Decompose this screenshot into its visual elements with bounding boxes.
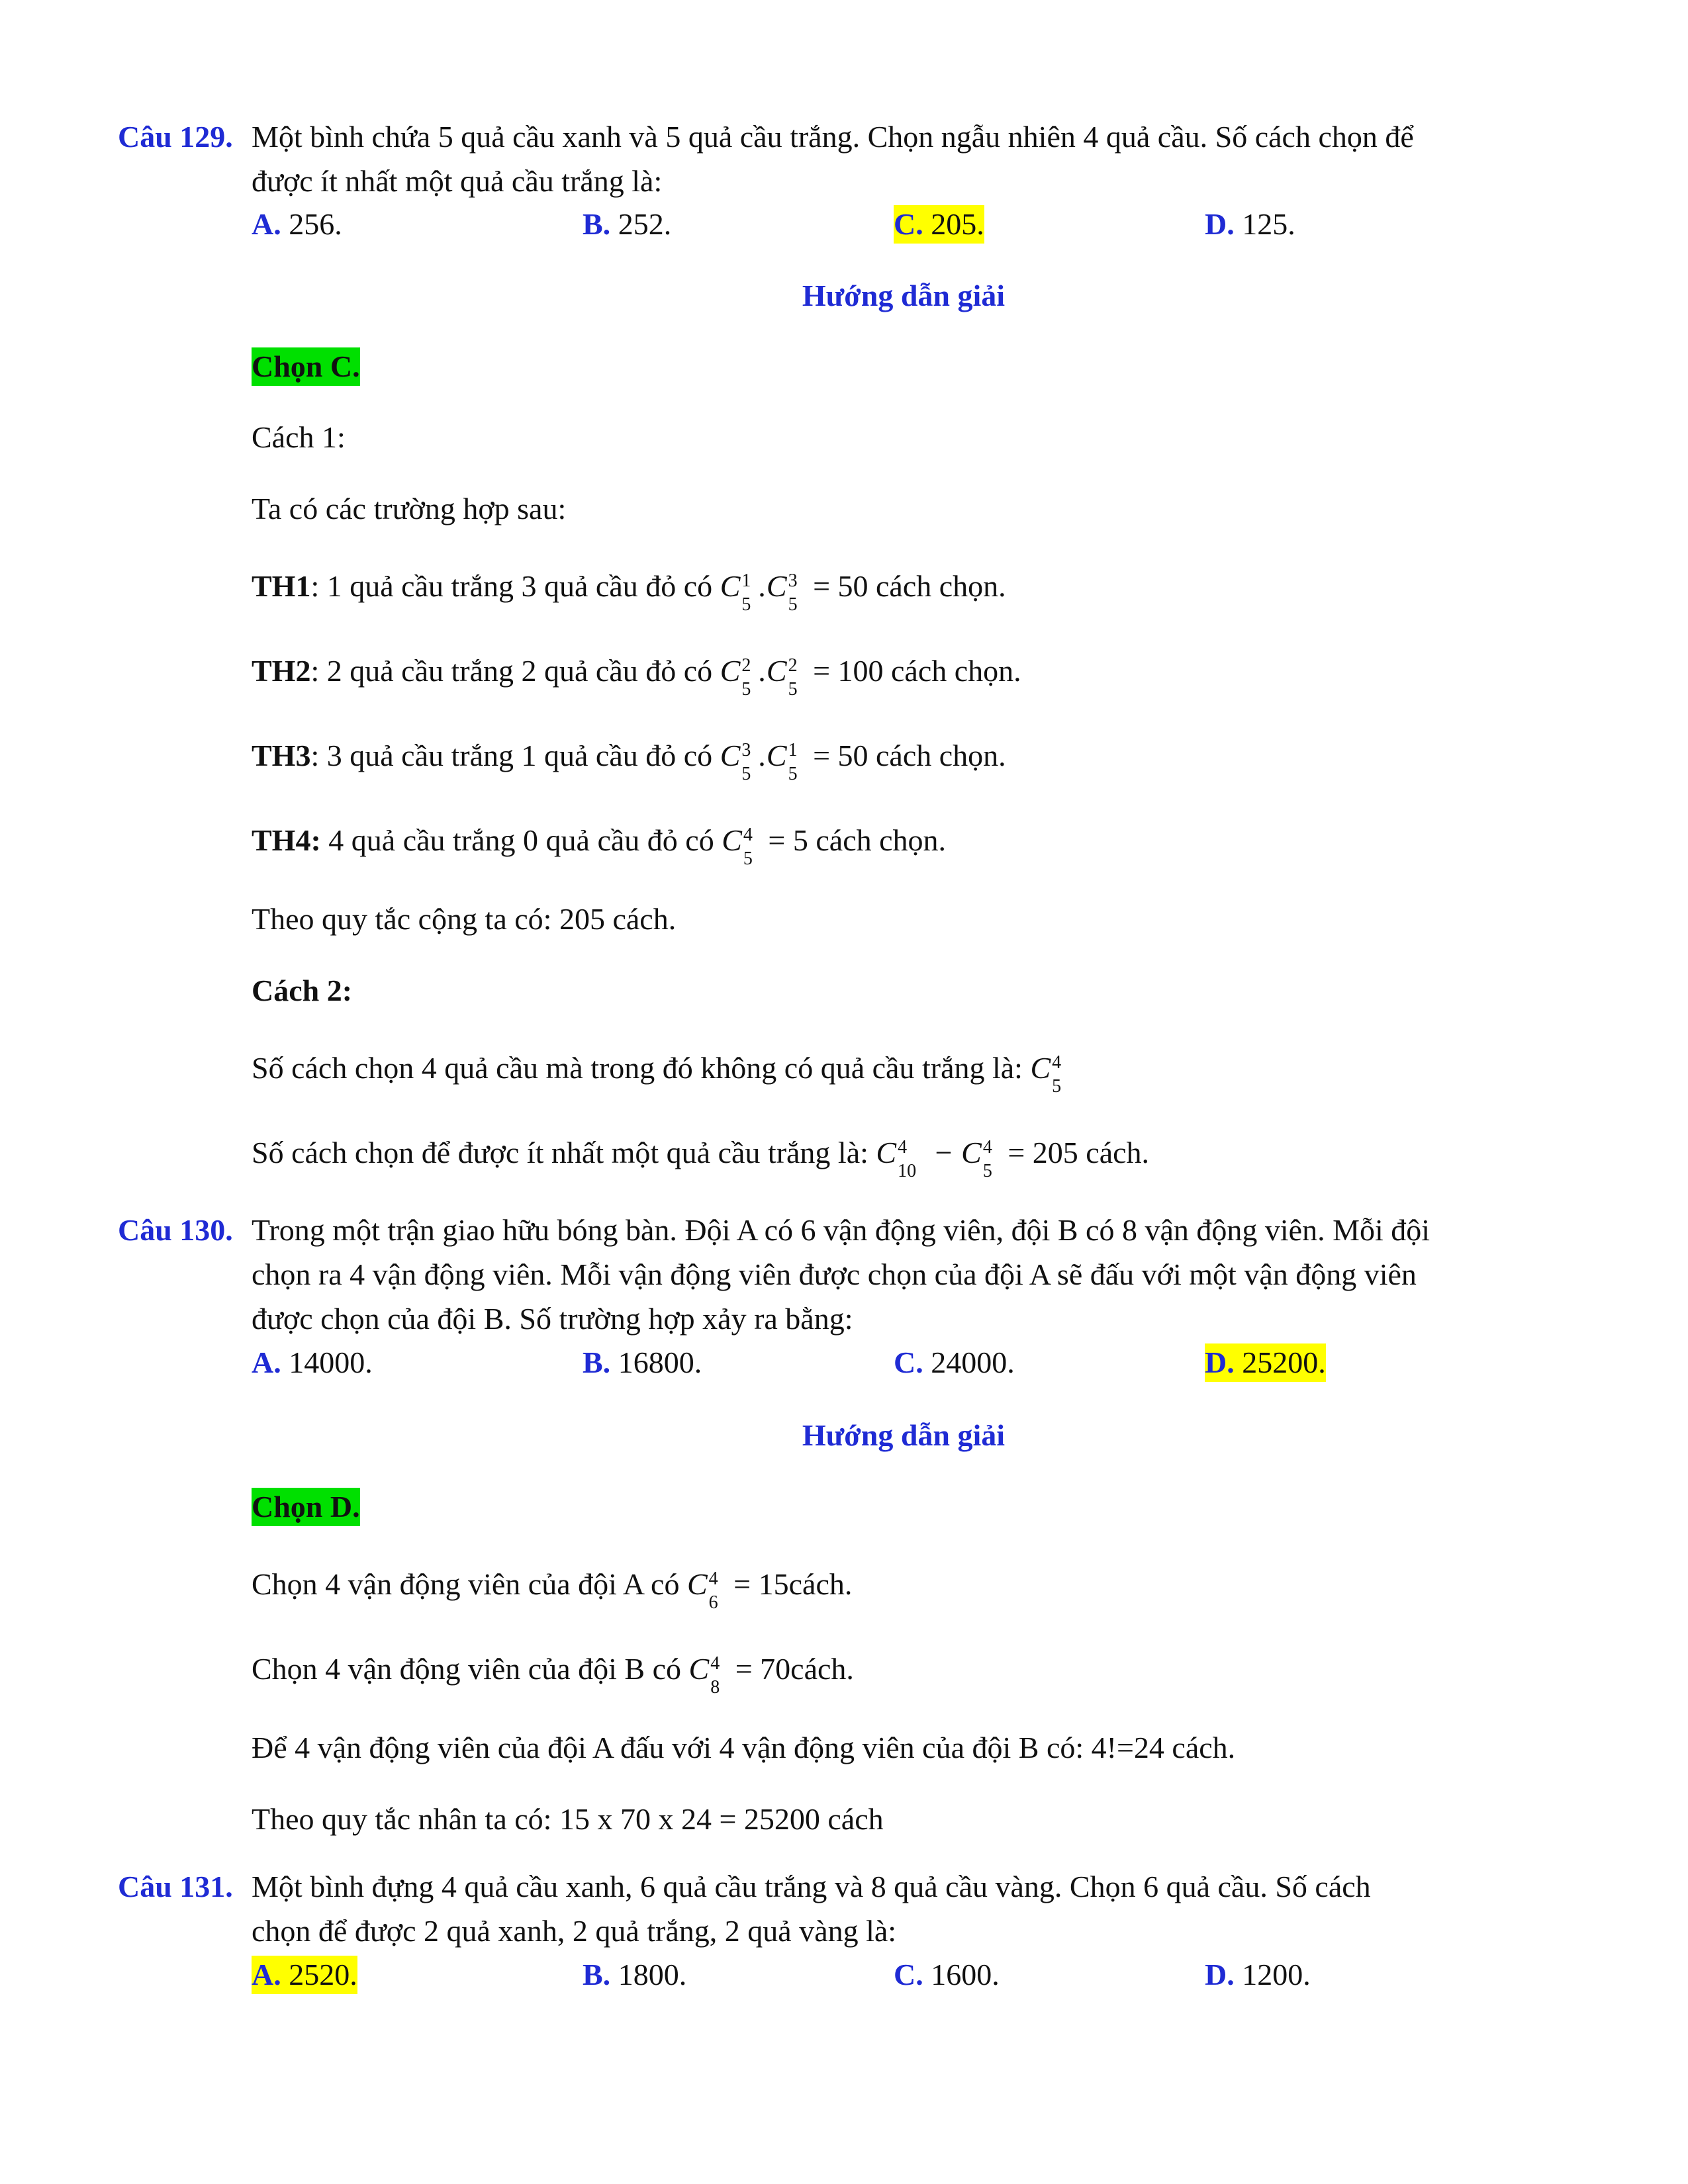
option-letter: A. — [252, 207, 281, 241]
question-text-130-line1: Trong một trận giao hữu bóng bàn. Đội A có 6 vận động viên, đội B có 8 vận động viên. Mỗi đội — [252, 1213, 1430, 1247]
question-text-131-line1: Một bình đựng 4 quả cầu xanh, 6 quả cầu trắng và 8 quả cầu vàng. Chọn 6 quả cầu. Số cách — [252, 1870, 1371, 1903]
case-result: = 100 — [813, 654, 884, 688]
option-value: 125. — [1242, 207, 1295, 241]
case-th2 — [252, 652, 1021, 700]
question-text-130-line2: chọn ra 4 vận động viên. Mỗi vận động viên được chọn của đội A sẽ đấu với một vận động viên — [252, 1257, 1417, 1291]
solution-heading-129: Hướng dẫn giải — [802, 279, 1006, 312]
case-tail: cách chọn. — [816, 823, 947, 857]
option-letter: D. — [1205, 207, 1235, 241]
option-b-129 — [583, 205, 671, 244]
option-c-129-highlighted — [894, 205, 984, 244]
question-number-130: Câu 130. — [118, 1213, 233, 1247]
option-value: 24000. — [931, 1345, 1015, 1379]
method-2-label: Cách 2: — [252, 974, 353, 1007]
option-value: 16800. — [618, 1345, 702, 1379]
option-letter: C. — [894, 207, 923, 241]
formula-c52-c52: C 2 5 .C 2 5 — [720, 654, 798, 700]
pairing-line: Để 4 vận động viên của đội A đấu với 4 vận động viên của đội B có: 4!=24 cách. — [252, 1731, 1236, 1764]
option-letter: A. — [252, 1345, 281, 1379]
method-2-line1 — [252, 1049, 1069, 1097]
option-c-131 — [894, 1956, 1000, 1994]
formula-c84: C 4 8 — [688, 1652, 720, 1698]
case-text: : 2 quả cầu trắng 2 quả cầu đỏ có — [310, 654, 713, 688]
question-number-131: Câu 131. — [118, 1870, 233, 1903]
case-text: 4 quả cầu trắng 0 quả cầu đỏ có — [328, 823, 714, 857]
option-letter: B. — [583, 1345, 611, 1379]
option-letter: B. — [583, 207, 611, 241]
option-value: 256. — [289, 207, 342, 241]
option-value: 1200. — [1242, 1958, 1311, 1991]
line-result: = 205 — [1008, 1136, 1078, 1169]
case-tail: cách chọn. — [876, 739, 1006, 772]
product-rule-line: Theo quy tắc nhân ta có: 15 x 70 x 24 = 25200 cách — [252, 1802, 884, 1836]
line-tail: cách. — [788, 1567, 853, 1601]
option-letter: C. — [894, 1958, 923, 1991]
case-label: TH2 — [252, 654, 311, 688]
line-text: Chọn 4 vận động viên của đội A có — [252, 1567, 680, 1601]
formula-c54: C 4 5 — [1030, 1051, 1062, 1097]
case-label: TH3 — [252, 739, 311, 772]
case-text: : 1 quả cầu trắng 3 quả cầu đỏ có — [310, 569, 713, 603]
option-a-129 — [252, 205, 342, 244]
line-text: Số cách chọn 4 quả cầu mà trong đó không có quả cầu trắng là: — [252, 1051, 1023, 1085]
team-a-selection-line — [252, 1565, 853, 1613]
method-2-line2 — [252, 1134, 1150, 1181]
question-number-129: Câu 129. — [118, 120, 233, 154]
option-value: 1600. — [931, 1958, 1000, 1991]
option-letter: A. — [252, 1958, 281, 1991]
answer-choice-129: Chọn C. — [252, 347, 360, 386]
case-result: = 50 — [813, 739, 868, 772]
option-b-131 — [583, 1956, 686, 1994]
question-text-131-line2: chọn để được 2 quả xanh, 2 quả trắng, 2 quả vàng là: — [252, 1914, 897, 1948]
case-result: = 5 — [768, 823, 808, 857]
line-result: = 15 — [733, 1567, 789, 1601]
case-result: = 50 — [813, 569, 868, 603]
case-text: : 3 quả cầu trắng 1 quả cầu đỏ có — [310, 739, 713, 772]
formula-c53-c51: C 3 5 .C 1 5 — [720, 739, 798, 784]
case-th3 — [252, 737, 1006, 784]
option-c-130 — [894, 1343, 1015, 1382]
solution-heading-130: Hướng dẫn giải — [802, 1418, 1006, 1452]
case-th1 — [252, 567, 1006, 615]
option-d-130-highlighted — [1205, 1343, 1326, 1382]
cases-intro: Ta có các trường hợp sau: — [252, 492, 567, 525]
option-letter: D. — [1205, 1958, 1235, 1991]
option-value: 1800. — [618, 1958, 687, 1991]
line-tail: cách. — [1086, 1136, 1150, 1169]
option-b-130 — [583, 1343, 702, 1382]
question-text-129-line2: được ít nhất một quả cầu trắng là: — [252, 164, 663, 198]
formula-c51-c53: C 1 5 .C 3 5 — [720, 569, 798, 615]
option-letter: C. — [894, 1345, 923, 1379]
option-value: 25200. — [1242, 1345, 1326, 1379]
line-result: = 70 — [735, 1652, 791, 1686]
option-value: 252. — [618, 207, 672, 241]
question-text-130-line3: được chọn của đội B. Số trường hợp xảy ra bằng: — [252, 1302, 853, 1336]
option-a-130 — [252, 1343, 373, 1382]
option-value: 205. — [931, 207, 984, 241]
question-text-129-line1: Một bình chứa 5 quả cầu xanh và 5 quả cầu trắng. Chọn ngẫu nhiên 4 quả cầu. Số cách chọn để — [252, 120, 1414, 154]
method-1-label: Cách 1: — [252, 420, 346, 454]
line-text: Số cách chọn để được ít nhất một quả cầu trắng là: — [252, 1136, 868, 1169]
team-b-selection-line — [252, 1650, 854, 1698]
case-label: TH4: — [252, 823, 321, 857]
formula-c104-minus-c54: C 4 10 − C 4 5 — [876, 1136, 992, 1181]
case-label: TH1 — [252, 569, 311, 603]
line-text: Chọn 4 vận động viên của đội B có — [252, 1652, 682, 1686]
formula-c64: C 4 6 — [686, 1567, 718, 1613]
line-tail: cách. — [790, 1652, 854, 1686]
option-letter: D. — [1205, 1345, 1235, 1379]
option-a-131-highlighted — [252, 1956, 357, 1994]
case-tail: cách chọn. — [891, 654, 1021, 688]
option-d-129 — [1205, 205, 1295, 244]
option-value: 14000. — [289, 1345, 373, 1379]
case-th4 — [252, 821, 947, 869]
sum-rule-line: Theo quy tắc cộng ta có: 205 cách. — [252, 902, 677, 936]
case-tail: cách chọn. — [876, 569, 1006, 603]
formula-c54: C 4 5 — [722, 823, 753, 869]
option-letter: B. — [583, 1958, 611, 1991]
answer-choice-130: Chọn D. — [252, 1488, 360, 1526]
option-value: 2520. — [289, 1958, 357, 1991]
option-d-131 — [1205, 1956, 1311, 1994]
